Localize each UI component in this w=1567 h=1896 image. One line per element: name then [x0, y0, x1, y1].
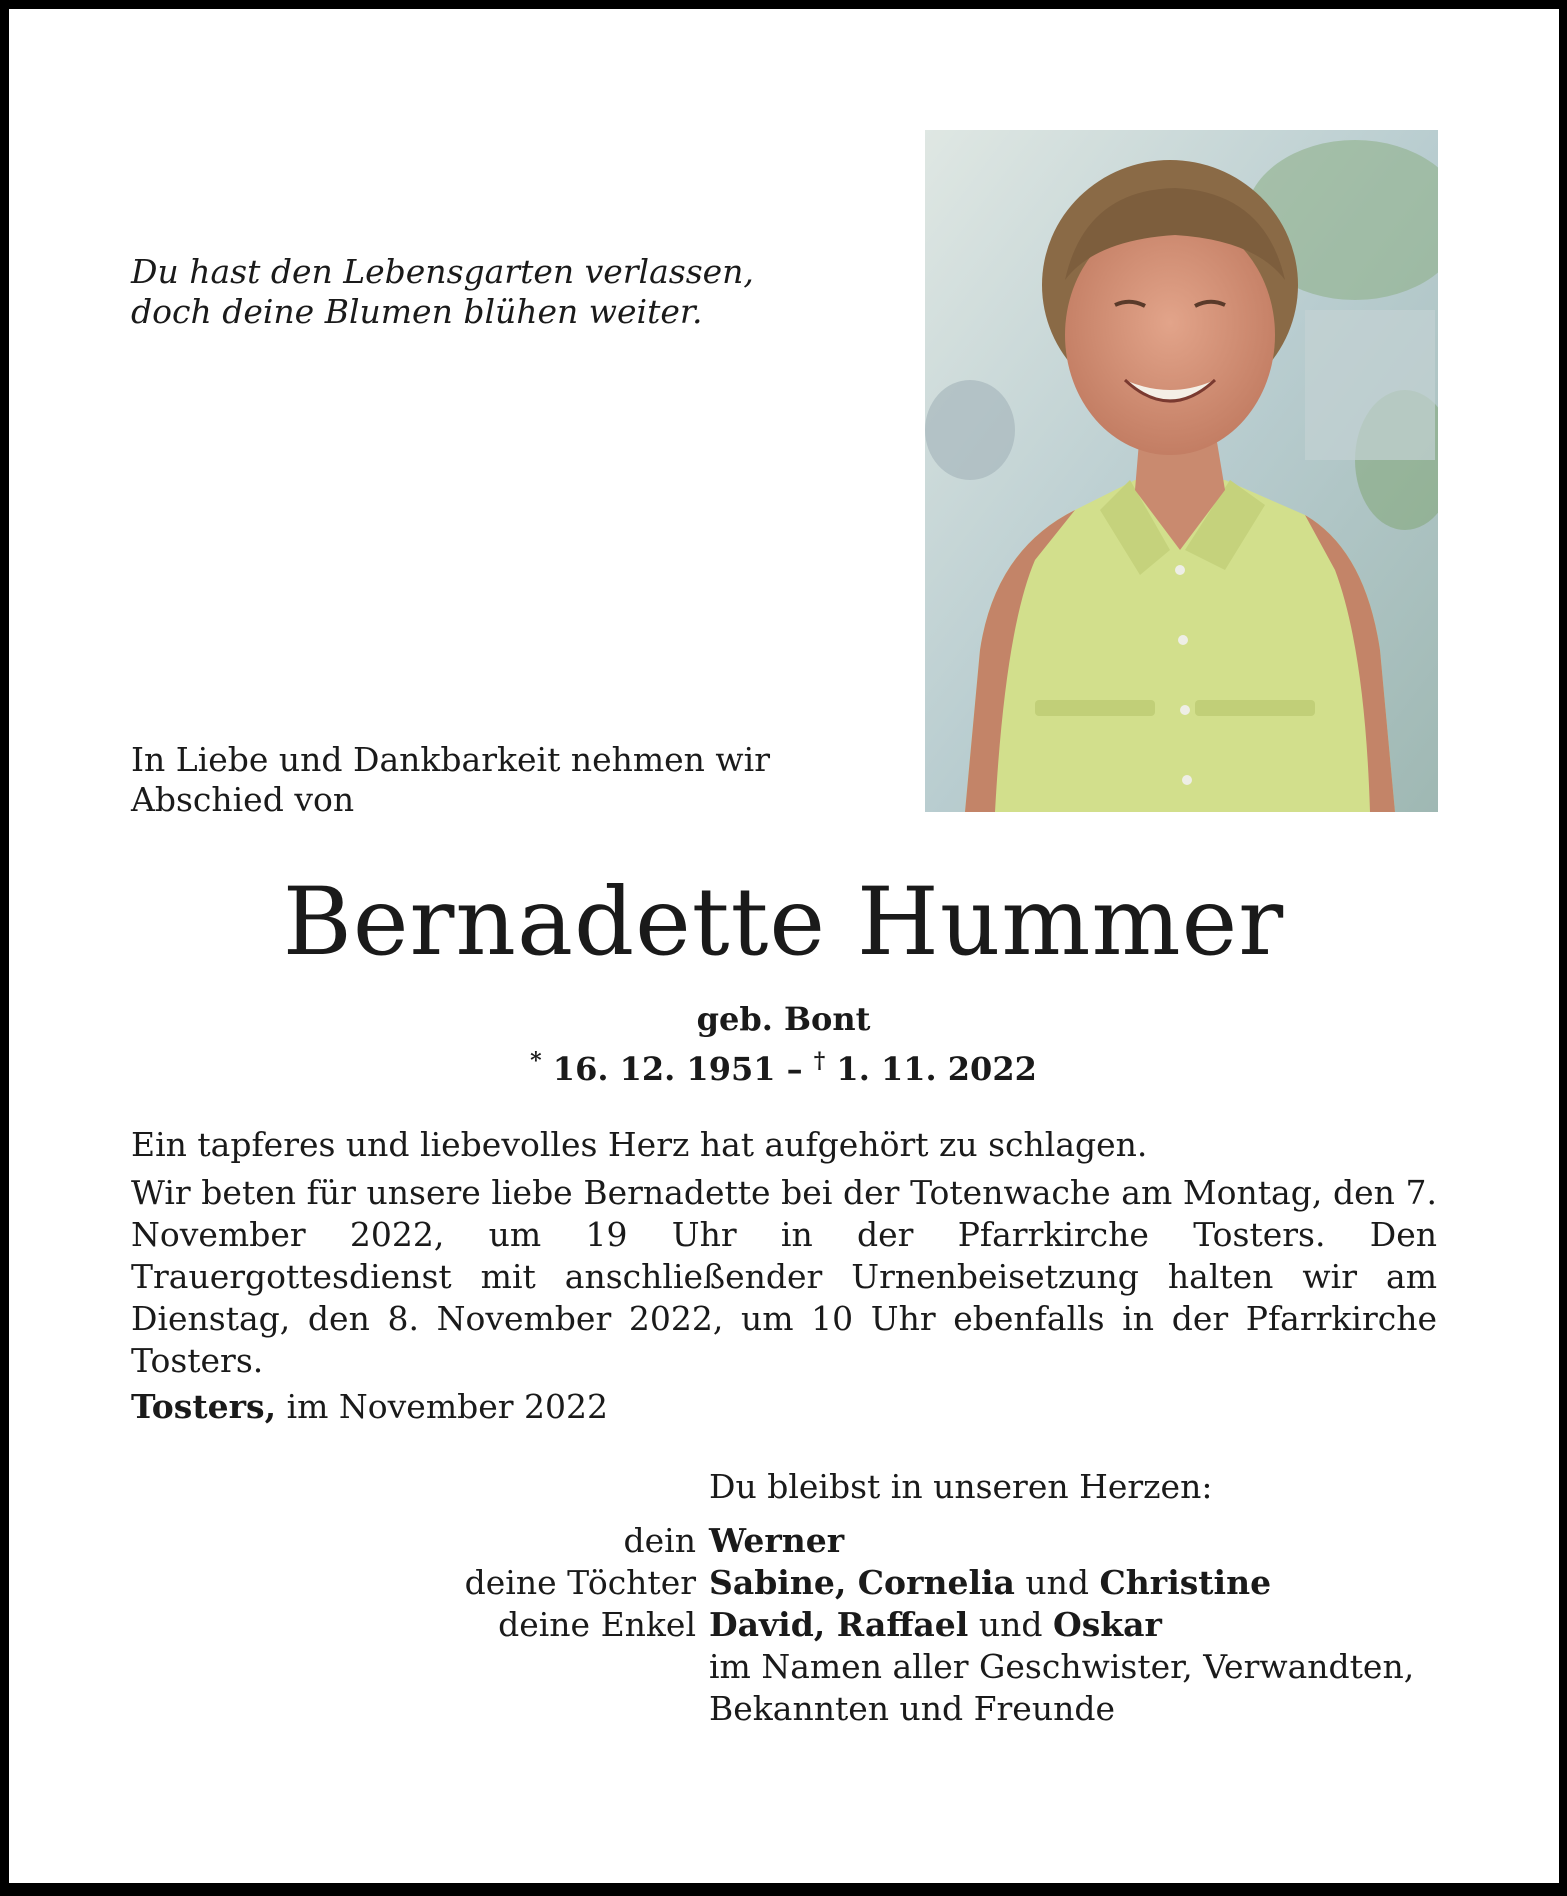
place-month: im November 2022	[286, 1387, 609, 1426]
mourner-conjunction: und	[1025, 1563, 1090, 1602]
mourner-name: Werner	[709, 1521, 845, 1560]
mourners-heading-row	[0, 1466, 1567, 1508]
mourner-row	[0, 1562, 1567, 1604]
birth-symbol: *	[530, 1048, 542, 1074]
mourner-row	[0, 1520, 1567, 1562]
intro-line-2: Abschied von	[131, 780, 355, 819]
intro-line-1: In Liebe und Dankbarkeit nehmen wir	[131, 740, 771, 779]
birth-name: geb. Bont	[696, 1000, 871, 1038]
mourner-names	[709, 1520, 844, 1562]
mourner-name: Oskar	[1052, 1605, 1162, 1644]
portrait-photo	[925, 130, 1438, 812]
mourners-heading: Du bleibst in unseren Herzen:	[709, 1467, 1213, 1506]
intro-text	[131, 740, 770, 820]
place-town: Tosters,	[131, 1387, 277, 1426]
date-separator: –	[786, 1050, 803, 1088]
birth-date: 16. 12. 1951	[552, 1050, 776, 1088]
mourner-row	[0, 1604, 1567, 1646]
mourners-closing-1: im Namen aller Geschwister, Verwandten,	[709, 1647, 1415, 1686]
mourner-role: deine Enkel	[498, 1605, 696, 1644]
death-date: 1. 11. 2022	[836, 1050, 1037, 1088]
poem-quote	[131, 252, 754, 332]
portrait-illustration	[925, 130, 1438, 812]
mourner-name: David, Raffael	[709, 1605, 969, 1644]
poem-line-1: Du hast den Lebensgarten verlassen,	[131, 252, 754, 291]
mourner-name: Christine	[1099, 1563, 1272, 1602]
mourner-names	[709, 1562, 1271, 1604]
mourner-role: dein	[623, 1521, 696, 1560]
mourner-conjunction: und	[978, 1605, 1043, 1644]
poem-line-2: doch deine Blumen blühen weiter.	[131, 292, 703, 331]
mourners-closing-row	[0, 1688, 1567, 1730]
body-paragraph-2: Wir beten für unsere liebe Bernadette bei der Totenwache am Montag, den 7. November 2022, um 19 Uhr in der Pfarrkirche Tosters. Den Trauergottesdienst mit anschließender Urnenbeisetzung halten wir am Dienstag, den 8. November 2022, um 10 Uhr ebenfalls in der Pfarrkirche Tosters.	[131, 1173, 1437, 1380]
body-paragraph-1: Ein tapferes und liebevolles Herz hat aufgehört zu schlagen.	[131, 1125, 1148, 1164]
mourner-role: deine Töchter	[464, 1563, 696, 1602]
mourner-name: Sabine, Cornelia	[709, 1563, 1015, 1602]
mourners-closing-2: Bekannten und Freunde	[709, 1689, 1115, 1728]
mourner-names	[709, 1604, 1162, 1646]
announcement-body	[131, 1124, 1437, 1388]
life-dates	[0, 1040, 1567, 1090]
death-symbol: †	[813, 1048, 826, 1074]
deceased-name: Bernadette Hummer	[282, 868, 1285, 977]
place-date	[131, 1386, 608, 1428]
mourners-closing-row	[0, 1646, 1567, 1688]
